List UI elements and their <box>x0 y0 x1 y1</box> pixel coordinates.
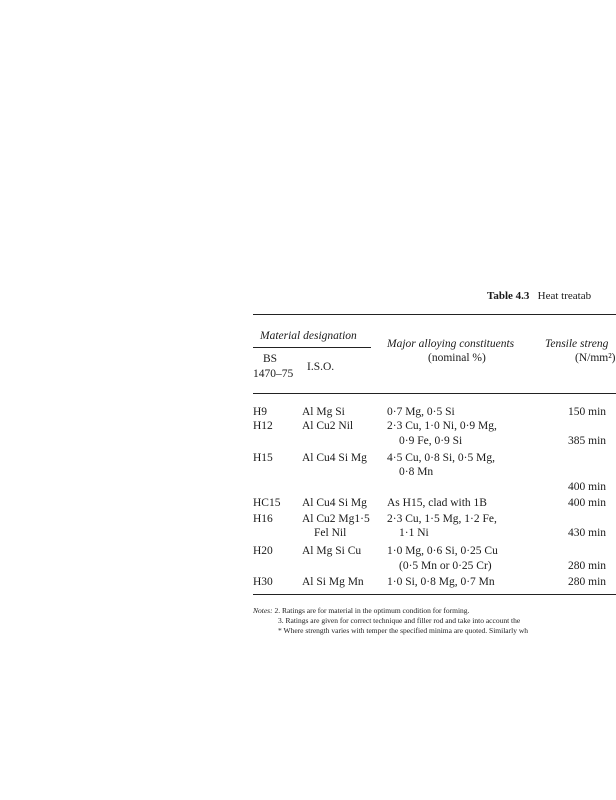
header-bs-year: 1470–75 <box>253 368 294 380</box>
cell-bs: H16 <box>253 513 273 525</box>
cell-major: As H15, clad with 1B <box>387 497 487 509</box>
table-caption <box>487 290 591 302</box>
note-3: 3. Ratings are given for correct technique and filler rod and take into account the <box>278 616 521 625</box>
table-caption-label: Table 4.3 <box>487 290 530 302</box>
header-major-line2: (nominal %) <box>428 352 486 364</box>
cell-major-cont: 1·1 Ni <box>399 527 429 539</box>
table-top-rule <box>253 314 616 315</box>
cell-bs: H9 <box>253 406 268 418</box>
header-tensile-line2: (N/mm²) <box>575 352 616 364</box>
cell-iso: Al Cu4 Si Mg <box>302 452 367 464</box>
cell-major-cont: 0·8 Mn <box>399 466 434 478</box>
cell-major: 4·5 Cu, 0·8 Si, 0·5 Mg, <box>387 452 495 464</box>
table-notes <box>253 606 528 636</box>
cell-major-cont: (0·5 Mn or 0·25 Cr) <box>399 560 492 572</box>
table-caption-title: Heat treatab <box>537 290 592 302</box>
note-2 <box>253 606 528 616</box>
cell-tensile: 280 min <box>568 576 607 588</box>
cell-bs: H20 <box>253 545 273 557</box>
cell-iso: Al Mg Si <box>302 406 345 418</box>
header-material-designation: Material designation <box>260 330 357 342</box>
note-star: * Where strength varies with temper the specified minima are quoted. Similarly wh <box>278 626 528 635</box>
cell-iso: Al Cu2 Nil <box>302 420 354 432</box>
note-2-text: 2. Ratings are for material in the optimum condition for forming. <box>274 606 470 615</box>
cell-bs: H30 <box>253 576 273 588</box>
header-bs: BS <box>263 353 278 365</box>
cell-tensile: 280 min <box>568 560 607 572</box>
cell-major: 1·0 Mg, 0·6 Si, 0·25 Cu <box>387 545 498 557</box>
cell-tensile: 150 min <box>568 406 607 418</box>
cell-major: 2·3 Cu, 1·5 Mg, 1·2 Fe, <box>387 513 497 525</box>
cell-iso-cont: Fel Nil <box>314 527 347 539</box>
header-sub-rule <box>253 347 371 348</box>
cell-tensile: 430 min <box>568 527 607 539</box>
table-bottom-rule <box>253 594 616 595</box>
notes-label: Notes: <box>253 606 273 615</box>
header-major-line1: Major alloying constituents <box>387 338 515 350</box>
cell-iso: Al Mg Si Cu <box>302 545 362 557</box>
cell-major: 2·3 Cu, 1·0 Ni, 0·9 Mg, <box>387 420 497 432</box>
cell-major-cont: 0·9 Fe, 0·9 Si <box>399 435 463 447</box>
header-bottom-rule <box>253 393 616 394</box>
cell-iso: Al Si Mg Mn <box>302 576 364 588</box>
cell-bs: HC15 <box>253 497 281 509</box>
cell-tensile: 400 min <box>568 481 607 493</box>
cell-iso: Al Cu2 Mg1·5 <box>302 513 370 525</box>
cell-iso: Al Cu4 Si Mg <box>302 497 367 509</box>
cell-bs: H15 <box>253 452 273 464</box>
cell-bs: H12 <box>253 420 273 432</box>
header-iso: I.S.O. <box>307 361 335 373</box>
cell-major: 0·7 Mg, 0·5 Si <box>387 406 455 418</box>
header-tensile-line1: Tensile streng <box>545 338 609 350</box>
cell-major: 1·0 Si, 0·8 Mg, 0·7 Mn <box>387 576 495 588</box>
cell-tensile: 400 min <box>568 497 607 509</box>
cell-tensile: 385 min <box>568 435 607 447</box>
